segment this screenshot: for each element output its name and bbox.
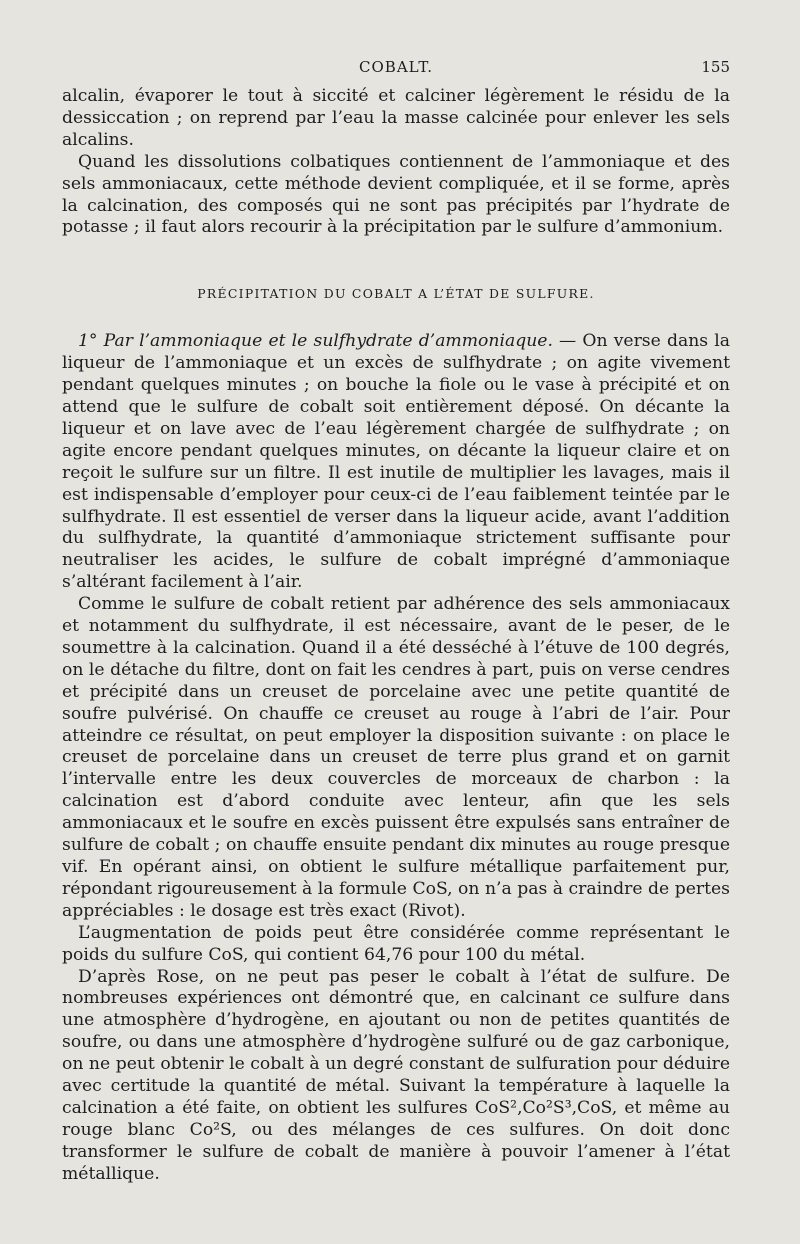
paragraph [62,331,730,594]
section-heading: PRÉCIPITATION DU COBALT A L’ÉTAT DE SULFURE. [197,286,595,302]
paragraph: Quand les dissolutions colbatiques contiennent de l’ammoniaque et des sels ammoniacaux, cette méthode devient compliquée, et il se forme, après la calcination, des composés qui ne sont pas précipités par l’hydrate de potasse ; il faut alors recourir à la précipitation par le sulfure d’ammonium. [62,151,730,238]
running-title: COBALT. [359,58,433,76]
page-number: 155 [701,58,730,76]
paragraph: D’après Rose, on ne peut pas peser le cobalt à l’état de sulfure. De nombreuses expériences ont démontré que, en calcinant ce sulfure dans une atmosphère d’hydrogène, en ajoutant ou non de petites quantités de soufre, ou dans une atmosphère d’hydrogène sulfuré ou de gaz carbonique, on ne peut obtenir le cobalt à un degré constant de sulfuration pour déduire avec certitude la quantité de métal. Suivant la température à laquelle la calcination a été faite, on obtient les sulfures CoS²,Co²S³,CoS, et même au rouge blanc Co²S, ou des mélanges de ces sulfures. On doit donc transformer le sulfure de cobalt de manière à pouvoir l’amener à l’état métallique. [62,966,730,1184]
page-header [62,58,730,82]
paragraph-body: — On verse dans la liqueur de l’ammoniaque et un excès de sulfhydrate ; on agite vivement pendant quelques minutes ; on bouche la fiole ou le vase à précipité et on attend que le sulfure de cobalt soit entièrement déposé. On décante la liqueur et on lave avec de l’eau légèrement chargée de sulfhydrate ; on agite encore pendant quelques minutes, on décante la liqueur claire et on reçoit le sulfure sur un filtre. Il est inutile de multiplier les lavages, mais il est indispensable d’employer pour ceux-ci de l’eau faiblement teintée par le sulfhydrate. Il est essentiel de verser dans la liqueur acide, avant l’addition du sulfhydrate, la quantité d’ammoniaque strictement suffisante pour neutraliser les acides, le sulfure de cobalt imprégné d’ammoniaque s’altérant facilement à l’air. [62,331,730,593]
paragraph: Comme le sulfure de cobalt retient par adhérence des sels ammoniacaux et notamment du sulfhydrate, il est nécessaire, avant de le peser, de le soumettre à la calcination. Quand il a été desséché à l’étuve de 100 degrés, on le détache du filtre, dont on fait les cendres à part, puis on verse cendres et précipité dans un creuset de porcelaine avec une petite quantité de soufre pulvérisé. On chauffe ce creuset au rouge à l’abri de l’air. Pour atteindre ce résultat, on peut employer la disposition suivante : on place le creuset de porcelaine dans un creuset de terre plus grand et on garnit l’intervalle entre les deux couvercles de morceaux de charbon : la calcination est d’abord conduite avec lenteur, afin que les sels ammoniacaux et le soufre en excès puissent être expulsés sans entraîner de sulfure de cobalt ; on chauffe ensuite pendant dix minutes au rouge presque vif. En opérant ainsi, on obtient le sulfure métallique parfaitement pur, répondant rigoureusement à la formule CoS, on n’a pas à craindre de pertes appréciables : le dosage est très exact (Rivot). [62,594,730,921]
paragraph-lead: 1° Par l’ammoniaque et le sulfhydrate d’ammoniaque. [78,331,553,352]
body-text [62,86,730,1186]
paragraph: L’augmentation de poids peut être considérée comme représentant le poids du sulfure CoS, qui contient 64,76 pour 100 du métal. [62,922,730,965]
paragraph: alcalin, évaporer le tout à siccité et calciner légèrement le résidu de la dessiccation ; on reprend par l’eau la masse calcinée pour enlever les sels alcalins. [62,86,730,150]
